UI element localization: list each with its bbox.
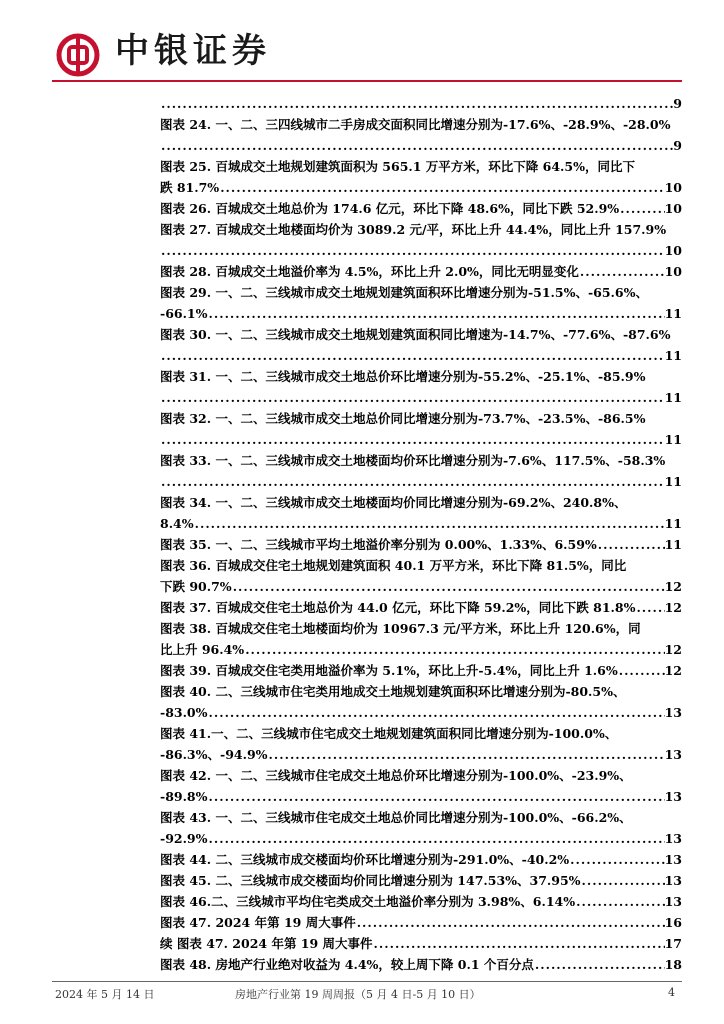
toc-entry[interactable]	[160, 870, 682, 891]
dot-leader	[232, 576, 665, 597]
toc-entry[interactable]	[160, 597, 682, 618]
toc-entry[interactable]	[160, 282, 682, 324]
dot-leader	[244, 639, 664, 660]
toc-page-number: 11	[664, 537, 682, 552]
toc-page-number: 10	[664, 264, 682, 279]
toc-page-number: 16	[664, 915, 682, 930]
toc-page-number: 11	[664, 390, 682, 405]
toc-entry[interactable]	[160, 93, 682, 114]
dot-leader	[160, 240, 665, 261]
dot-leader	[581, 870, 665, 891]
brand-name: 中银证券	[115, 31, 271, 71]
dot-leader	[618, 660, 665, 681]
toc-entry-text: 图表 48. 房地产行业绝对收益为 4.4%，较上周下降 0.1 个百分点	[160, 957, 534, 972]
dot-leader	[575, 891, 664, 912]
dot-leader	[160, 429, 665, 450]
toc-entry-text: 图表 24. 一、二、三四线城市二手房成交面积同比增速分别为-17.6%、-28.9%、-28.0%	[160, 117, 671, 132]
page-header	[0, 0, 724, 88]
toc-entry-text: 图表 46.二、三线城市平均住宅类成交土地溢价率分别为 3.98%、6.14%	[160, 894, 576, 909]
dot-leader	[597, 534, 665, 555]
toc-entry-text: 图表 44. 二、三线城市成交楼面均价环比增速分别为-291.0%、-40.2%	[160, 852, 570, 867]
toc-entry-text: 图表 35. 一、二、三线城市平均土地溢价率分别为 0.00%、1.33%、6.59%	[160, 537, 597, 552]
toc-page-number: 10	[664, 180, 682, 195]
toc-entry[interactable]	[160, 723, 682, 765]
toc-page-number: 10	[664, 243, 682, 258]
header-divider	[52, 80, 682, 82]
dot-leader	[635, 597, 664, 618]
toc-entry-text: 跌 81.7%	[160, 180, 220, 195]
toc-page-number: 11	[664, 432, 682, 447]
dot-leader	[208, 303, 665, 324]
dot-leader	[268, 744, 665, 765]
dot-leader	[569, 849, 664, 870]
toc-entry[interactable]	[160, 618, 682, 660]
toc-page-number: 12	[664, 642, 682, 657]
toc-entry-text: -86.3%、-94.9%	[160, 747, 268, 762]
toc-entry[interactable]	[160, 555, 682, 597]
dot-leader	[160, 471, 665, 492]
dot-leader	[208, 828, 665, 849]
toc-entry[interactable]	[160, 261, 682, 282]
toc-entry[interactable]	[160, 408, 682, 450]
toc-page-number: 12	[664, 579, 682, 594]
toc-entry[interactable]	[160, 660, 682, 681]
toc-entry-text: 图表 45. 二、三线城市成交楼面均价同比增速分别为 147.53%、37.95%	[160, 873, 581, 888]
toc-entry[interactable]	[160, 156, 682, 198]
toc-entry-text: 图表 42. 一、二、三线城市住宅成交土地总价环比增速分别为-100.0%、-23.9%、	[160, 768, 632, 783]
toc-entry[interactable]	[160, 912, 682, 933]
footer-report-title: 房地产行业第 19 周周报（5 月 4 日-5 月 10 日）	[235, 988, 481, 1001]
toc-page-number: 9	[673, 96, 682, 111]
toc-entry-text: 图表 28. 百城成交土地溢价率为 4.5%，环比上升 2.0%，同比无明显变化	[160, 264, 579, 279]
toc-entry-text: -89.8%	[160, 789, 208, 804]
toc-entry-text: 图表 40. 二、三线城市住宅类用地成交土地规划建筑面积环比增速分别为-80.5%、	[160, 684, 626, 699]
toc-entry-text: -92.9%	[160, 831, 208, 846]
dot-leader	[534, 954, 665, 975]
dot-leader	[160, 387, 665, 408]
toc-entry[interactable]	[160, 450, 682, 492]
toc-entry-text: 图表 30. 一、二、三线城市成交土地规划建筑面积同比增速为-14.7%、-77.6%、-87.6%	[160, 327, 671, 342]
toc-page-number: 12	[664, 600, 682, 615]
toc-entry[interactable]	[160, 198, 682, 219]
toc-entry-text: 图表 32. 一、二、三线城市成交土地总价同比增速分别为-73.7%、-23.5%、-86.5%	[160, 411, 646, 426]
toc-page-number: 11	[664, 474, 682, 489]
toc-entry-text: 下跌 90.7%	[160, 579, 232, 594]
toc-entry[interactable]	[160, 765, 682, 807]
toc-entry-text: 图表 34. 一、二、三线城市成交土地楼面均价同比增速分别为-69.2%、240.8%、	[160, 495, 627, 510]
toc-page-number: 11	[664, 306, 682, 321]
dot-leader	[194, 513, 665, 534]
dot-leader	[219, 177, 664, 198]
toc-entry-text: 8.4%	[160, 516, 194, 531]
footer-divider	[52, 981, 682, 982]
dot-leader	[160, 93, 673, 114]
toc-entry[interactable]	[160, 933, 682, 954]
footer-date: 2024 年 5 月 14 日	[55, 988, 155, 1001]
dot-leader	[160, 135, 673, 156]
toc-entry[interactable]	[160, 366, 682, 408]
toc-entry-text: 图表 41.一、二、三线城市住宅成交土地规划建筑面积同比增速分别为-100.0%、	[160, 726, 618, 741]
toc-entry-text: 比上升 96.4%	[160, 642, 245, 657]
dot-leader	[356, 912, 665, 933]
toc-entry-text: 图表 25. 百城成交土地规划建筑面积为 565.1 万平方米，环比下降 64.5%，同比下	[160, 159, 635, 174]
toc-entry-text: 图表 38. 百城成交住宅土地楼面均价为 10967.3 元/平方米，环比上升 120.6%，同	[160, 621, 641, 636]
toc-entry[interactable]	[160, 681, 682, 723]
toc-entry-text: 图表 39. 百城成交住宅类用地溢价率为 5.1%，环比上升-5.4%，同比上升 1.6%	[160, 663, 618, 678]
toc-entry-text: -83.0%	[160, 705, 208, 720]
dot-leader	[579, 261, 665, 282]
toc-entry[interactable]	[160, 849, 682, 870]
toc-entry-text: 续 图表 47. 2024 年第 19 周大事件	[160, 936, 373, 951]
toc-page-number: 17	[664, 936, 682, 951]
toc-entry-text: 图表 43. 一、二、三线城市住宅成交土地总价同比增速分别为-100.0%、-66.2%、	[160, 810, 632, 825]
toc-entry[interactable]	[160, 954, 682, 975]
dot-leader	[208, 702, 665, 723]
toc-page-number: 12	[664, 663, 682, 678]
toc-entry[interactable]	[160, 807, 682, 849]
toc-entry-text: 图表 29. 一、二、三线城市成交土地规划建筑面积环比增速分别为-51.5%、-65.6%、	[160, 285, 648, 300]
dot-leader	[160, 345, 665, 366]
toc-entry-text: 图表 26. 百城成交土地总价为 174.6 亿元，环比下降 48.6%，同比下跌 52.9%	[160, 201, 620, 216]
toc-entry-text: 图表 31. 一、二、三线城市成交土地总价环比增速分别为-55.2%、-25.1%、-85.9%	[160, 369, 646, 384]
toc-page-number: 13	[664, 852, 682, 867]
toc-page-number: 11	[664, 516, 682, 531]
dot-leader	[619, 198, 664, 219]
toc-entry-text: 图表 47. 2024 年第 19 周大事件	[160, 915, 356, 930]
bank-of-china-logo-icon	[55, 32, 101, 78]
toc-entry[interactable]	[160, 534, 682, 555]
toc-entry[interactable]	[160, 219, 682, 261]
toc-page-number: 13	[664, 789, 682, 804]
toc-entry[interactable]	[160, 891, 682, 912]
toc-entry[interactable]	[160, 324, 682, 366]
toc-page-number: 10	[664, 201, 682, 216]
toc-entry-text: 图表 27. 百城成交土地楼面均价为 3089.2 元/平，环比上升 44.4%，同比上升 157.9%	[160, 222, 667, 237]
toc-entry-text: 图表 37. 百城成交住宅土地总价为 44.0 亿元，环比下降 59.2%，同比下跌 81.8%	[160, 600, 636, 615]
dot-leader	[373, 933, 665, 954]
toc-page-number: 13	[664, 747, 682, 762]
toc-page-number: 13	[664, 894, 682, 909]
toc-page-number: 13	[664, 831, 682, 846]
toc-page-number: 9	[673, 138, 682, 153]
footer-page-number: 4	[668, 986, 675, 999]
toc-entry-text: 图表 33. 一、二、三线城市成交土地楼面均价环比增速分别为-7.6%、117.5%、-58.3%	[160, 453, 666, 468]
toc-page-number: 13	[664, 705, 682, 720]
toc-entry[interactable]	[160, 114, 682, 156]
toc-page-number: 18	[664, 957, 682, 972]
table-of-figures	[160, 93, 682, 975]
toc-page-number: 11	[664, 348, 682, 363]
toc-page-number: 13	[664, 873, 682, 888]
toc-entry[interactable]	[160, 492, 682, 534]
toc-entry-text: -66.1%	[160, 306, 208, 321]
toc-entry-text: 图表 36. 百城成交住宅土地规划建筑面积 40.1 万平方米，环比下降 81.5%，同比	[160, 558, 627, 573]
dot-leader	[208, 786, 665, 807]
